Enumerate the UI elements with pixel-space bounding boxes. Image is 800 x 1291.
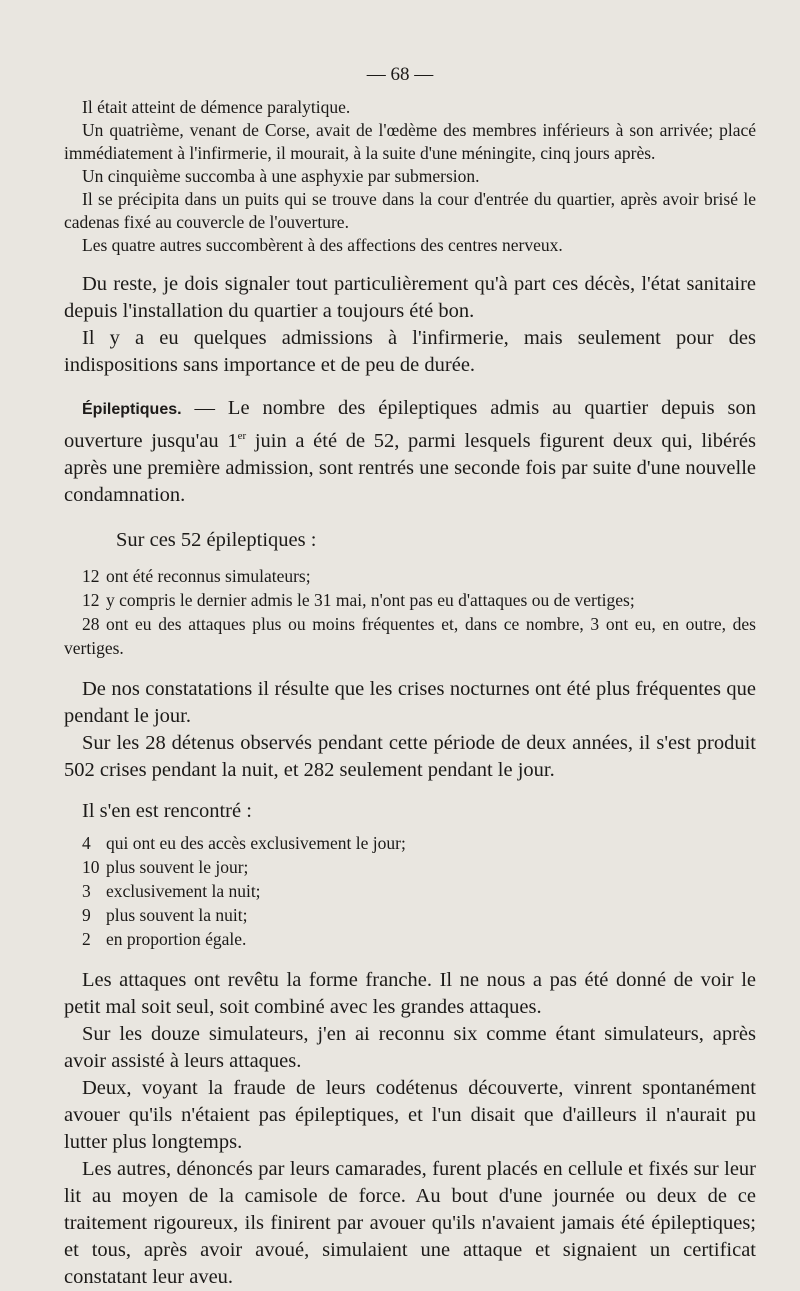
- list-item: [64, 612, 756, 660]
- page-body: [64, 96, 756, 1291]
- list-item: [82, 879, 756, 903]
- list-number: 28: [82, 613, 100, 634]
- list-text: plus souvent le jour;: [106, 856, 249, 877]
- list-item: [82, 855, 756, 879]
- section-heading: Épileptiques.: [82, 401, 182, 418]
- paragraph: Les attaques ont revêtu la forme franche. Il ne nous a pas été donné de voir le petit mal soit seul, soit combiné avec les grandes attaques.: [64, 968, 756, 1018]
- list-number: 12: [82, 589, 100, 610]
- paragraph: Un quatrième, venant de Corse, avait de l'œdème des membres inférieurs à son arrivée; placé immédiatement à l'infirmerie, il mourait, à la suite d'une méningite, cinq jours après.: [64, 120, 756, 163]
- paragraph: Les quatre autres succombèrent à des affections des centres nerveux.: [82, 235, 563, 255]
- list-number: 10: [82, 856, 100, 877]
- paragraph: Sur les 28 détenus observés pendant cette période de deux années, il s'est produit 502 crises pendant la nuit, et 282 seulement pendant le jour.: [64, 731, 756, 781]
- list-item: [82, 588, 756, 612]
- paragraph: Il se précipita dans un puits qui se trouve dans la cour d'entrée du quartier, après avoir brisé le cadenas fixé au couvercle de l'ouverture.: [64, 189, 756, 232]
- list-text: y compris le dernier admis le 31 mai, n'ont pas eu d'attaques ou de vertiges;: [106, 589, 635, 610]
- list-item: [82, 927, 756, 951]
- list-text: en proportion égale.: [106, 928, 247, 949]
- list-text: ont été reconnus simulateurs;: [106, 565, 311, 586]
- list-number: 3: [82, 880, 91, 901]
- subheading: Sur ces 52 épileptiques :: [116, 528, 317, 551]
- list-item: [82, 564, 756, 588]
- paragraph: Sur les douze simulateurs, j'en ai reconnu six comme étant simulateurs, après avoir assisté à leurs attaques.: [64, 1022, 756, 1072]
- paragraph: Du reste, je dois signaler tout particulièrement qu'à part ces décès, l'état sanitaire depuis l'installation du quartier a toujours été bon.: [64, 273, 756, 322]
- subheading: Il s'en est rencontré :: [82, 799, 252, 822]
- list-number: 2: [82, 928, 91, 949]
- paragraph: Il était atteint de démence paralytique.: [82, 97, 351, 117]
- list-item: [82, 831, 756, 855]
- page-number: — 68 —: [366, 64, 434, 85]
- paragraph: Deux, voyant la fraude de leurs codétenus découverte, vinrent spontanément avouer qu'ils n'étaient pas épileptiques, et l'un disait que d'ailleurs il n'aurait pu lutter plus longtemps.: [64, 1076, 756, 1153]
- epileptics-paragraph: [64, 395, 756, 509]
- paragraph: De nos constatations il résulte que les crises nocturnes ont été plus fréquentes que pendant le jour.: [64, 677, 756, 727]
- list-text: ont eu des attaques plus ou moins fréquentes et, dans ce nombre, 3 ont eu, en outre, des vertiges.: [64, 613, 756, 658]
- list-text: exclusivement la nuit;: [106, 880, 261, 901]
- list-text: plus souvent la nuit;: [106, 904, 248, 925]
- superscript: er: [237, 430, 247, 442]
- paragraph: Il y a eu quelques admissions à l'infirmerie, mais seulement pour des indispositions sans importance et de peu de durée.: [64, 327, 756, 376]
- list-simulators: [64, 564, 756, 660]
- list-number: 4: [82, 832, 91, 853]
- list-text: qui ont eu des accès exclusivement le jour;: [106, 832, 406, 853]
- paragraph-text: — Le nombre des épileptiques admis au quartier depuis son ouverture jusqu'au 1: [64, 397, 756, 452]
- paragraph: Les autres, dénoncés par leurs camarades, furent placés en cellule et fixés sur leur lit au moyen de la camisole de force. Au bout d'une journée ou deux de ce traitement rigoureux, ils finirent par avouer qu'ils n'avaient jamais été épileptiques; et tous, après avoir avoué, simulaient une attaque et signaient un certificat constatant leur aveu.: [64, 1157, 756, 1288]
- paragraph-text: juin a été de 52, parmi lesquels figurent deux qui, libérés après une première admission, sont rentrés une seconde fois par suite d'une nouvelle condamnation.: [64, 429, 756, 506]
- list-attacks: [64, 831, 756, 951]
- list-number: 12: [82, 565, 100, 586]
- list-number: 9: [82, 904, 91, 925]
- list-item: [82, 903, 756, 927]
- paragraph: Un cinquième succomba à une asphyxie par submersion.: [82, 166, 480, 186]
